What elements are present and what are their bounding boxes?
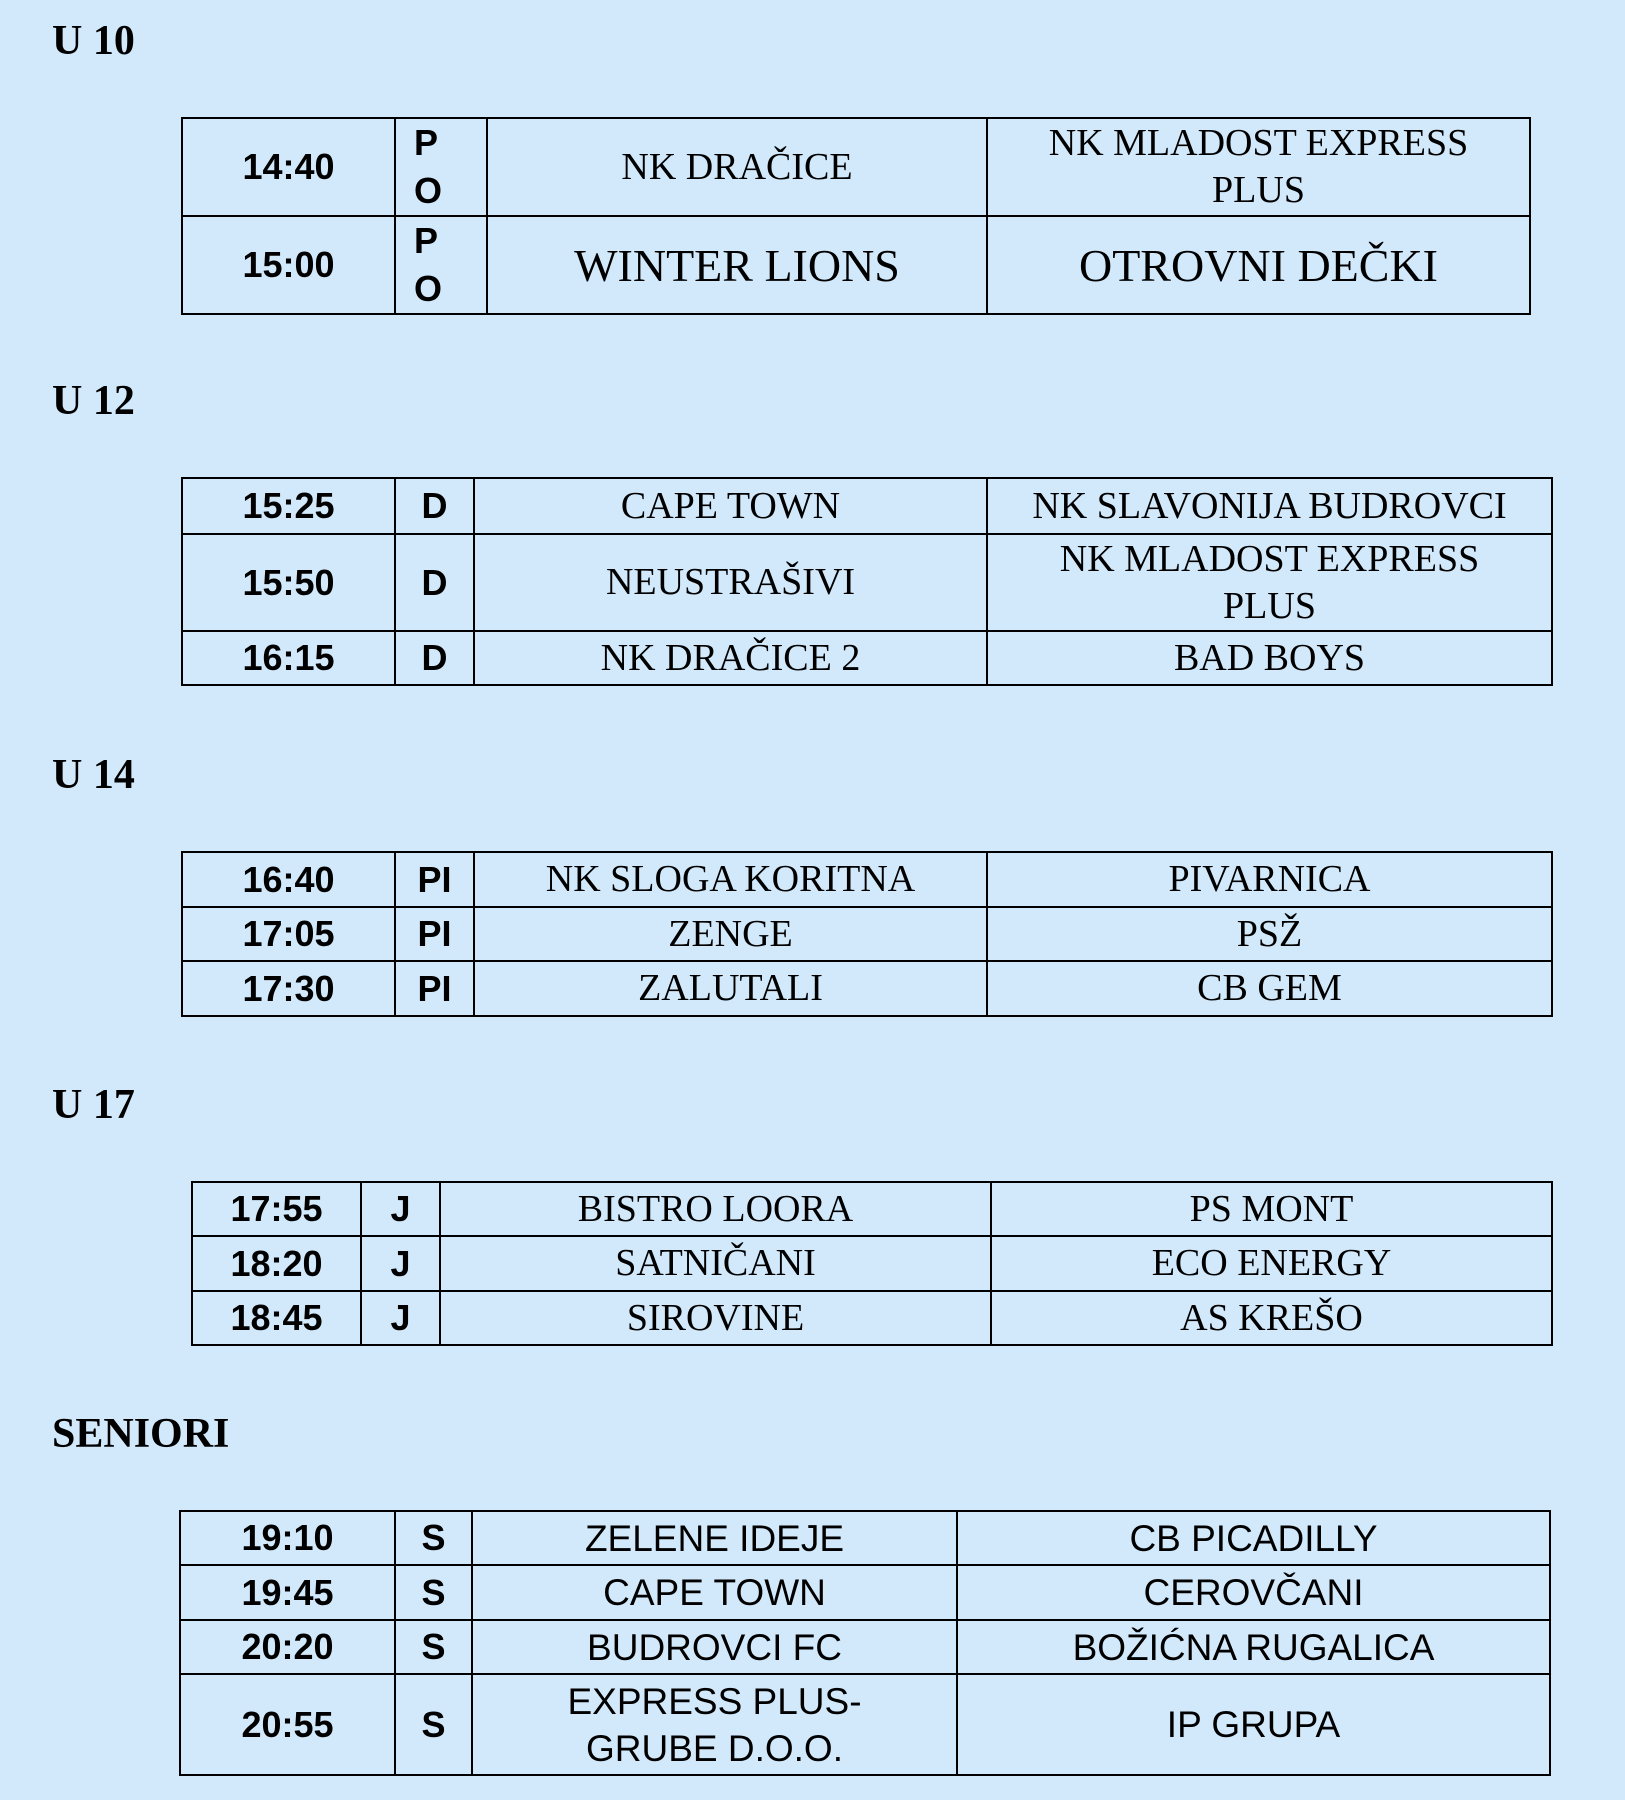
home-team: BISTRO LOORA — [440, 1182, 991, 1236]
home-team: EXPRESS PLUS-GRUBE D.O.O. — [472, 1674, 957, 1775]
match-group-code: S — [395, 1674, 472, 1775]
match-group-code: J — [361, 1291, 440, 1345]
away-team: CB PICADILLY — [957, 1511, 1550, 1565]
match-group-code: PI — [395, 907, 474, 961]
table-row — [182, 534, 1552, 631]
home-team: ZENGE — [474, 907, 987, 961]
table-row — [180, 1674, 1550, 1775]
match-time: 15:50 — [182, 534, 395, 631]
home-team: ZELENE IDEJE — [472, 1511, 957, 1565]
away-team: PSŽ — [987, 907, 1552, 961]
section-title-u14: U 14 — [52, 752, 135, 798]
match-time: 17:55 — [192, 1182, 361, 1236]
table-row — [192, 1182, 1552, 1236]
home-team: NEUSTRAŠIVI — [474, 534, 987, 631]
table-row — [182, 478, 1552, 534]
away-team: CEROVČANI — [957, 1565, 1550, 1620]
home-team: CAPE TOWN — [474, 478, 987, 534]
match-group-code: S — [395, 1565, 472, 1620]
table-row — [180, 1565, 1550, 1620]
match-group-code: PO — [395, 216, 487, 314]
match-table-u10 — [181, 117, 1531, 315]
table-row — [182, 631, 1552, 685]
match-time: 17:05 — [182, 907, 395, 961]
table-row — [182, 118, 1530, 216]
match-time: 17:30 — [182, 961, 395, 1016]
table-row — [182, 907, 1552, 961]
table-row — [182, 216, 1530, 314]
table-row — [182, 961, 1552, 1016]
table-row — [180, 1620, 1550, 1674]
table-row — [182, 852, 1552, 907]
home-team: BUDROVCI FC — [472, 1620, 957, 1674]
match-time: 19:45 — [180, 1565, 395, 1620]
match-time: 14:40 — [182, 118, 395, 216]
away-team: ECO ENERGY — [991, 1236, 1552, 1291]
away-team: CB GEM — [987, 961, 1552, 1016]
section-title-u12: U 12 — [52, 378, 135, 424]
match-time: 16:15 — [182, 631, 395, 685]
match-time: 15:25 — [182, 478, 395, 534]
match-group-code: S — [395, 1620, 472, 1674]
match-table-u14 — [181, 851, 1553, 1017]
away-team: PS MONT — [991, 1182, 1552, 1236]
home-team: SIROVINE — [440, 1291, 991, 1345]
away-team: AS KREŠO — [991, 1291, 1552, 1345]
away-team: NK MLADOST EXPRESS PLUS — [987, 534, 1552, 631]
home-team: WINTER LIONS — [487, 216, 987, 314]
table-row — [192, 1291, 1552, 1345]
away-team: NK MLADOST EXPRESS PLUS — [987, 118, 1530, 216]
match-group-code: PO — [395, 118, 487, 216]
away-team: BOŽIĆNA RUGALICA — [957, 1620, 1550, 1674]
away-team: PIVARNICA — [987, 852, 1552, 907]
match-time: 16:40 — [182, 852, 395, 907]
match-group-code: J — [361, 1236, 440, 1291]
home-team: NK DRAČICE 2 — [474, 631, 987, 685]
match-time: 20:20 — [180, 1620, 395, 1674]
match-group-code: D — [395, 478, 474, 534]
match-group-code: D — [395, 631, 474, 685]
table-row — [180, 1511, 1550, 1565]
match-time: 15:00 — [182, 216, 395, 314]
match-table-u17 — [191, 1181, 1553, 1346]
away-team: NK SLAVONIJA BUDROVCI — [987, 478, 1552, 534]
away-team: OTROVNI DEČKI — [987, 216, 1530, 314]
home-team: SATNIČANI — [440, 1236, 991, 1291]
home-team: ZALUTALI — [474, 961, 987, 1016]
home-team: NK SLOGA KORITNA — [474, 852, 987, 907]
match-table-seniori — [179, 1510, 1551, 1776]
home-team: CAPE TOWN — [472, 1565, 957, 1620]
match-group-code: D — [395, 534, 474, 631]
match-table-u12 — [181, 477, 1553, 686]
match-group-code: J — [361, 1182, 440, 1236]
away-team: BAD BOYS — [987, 631, 1552, 685]
match-time: 18:45 — [192, 1291, 361, 1345]
section-title-u10: U 10 — [52, 18, 135, 64]
match-time: 18:20 — [192, 1236, 361, 1291]
match-time: 19:10 — [180, 1511, 395, 1565]
home-team: NK DRAČICE — [487, 118, 987, 216]
away-team: IP GRUPA — [957, 1674, 1550, 1775]
match-group-code: PI — [395, 961, 474, 1016]
match-time: 20:55 — [180, 1674, 395, 1775]
match-group-code: S — [395, 1511, 472, 1565]
section-title-seniori: SENIORI — [52, 1411, 230, 1457]
section-title-u17: U 17 — [52, 1082, 135, 1128]
table-row — [192, 1236, 1552, 1291]
match-group-code: PI — [395, 852, 474, 907]
